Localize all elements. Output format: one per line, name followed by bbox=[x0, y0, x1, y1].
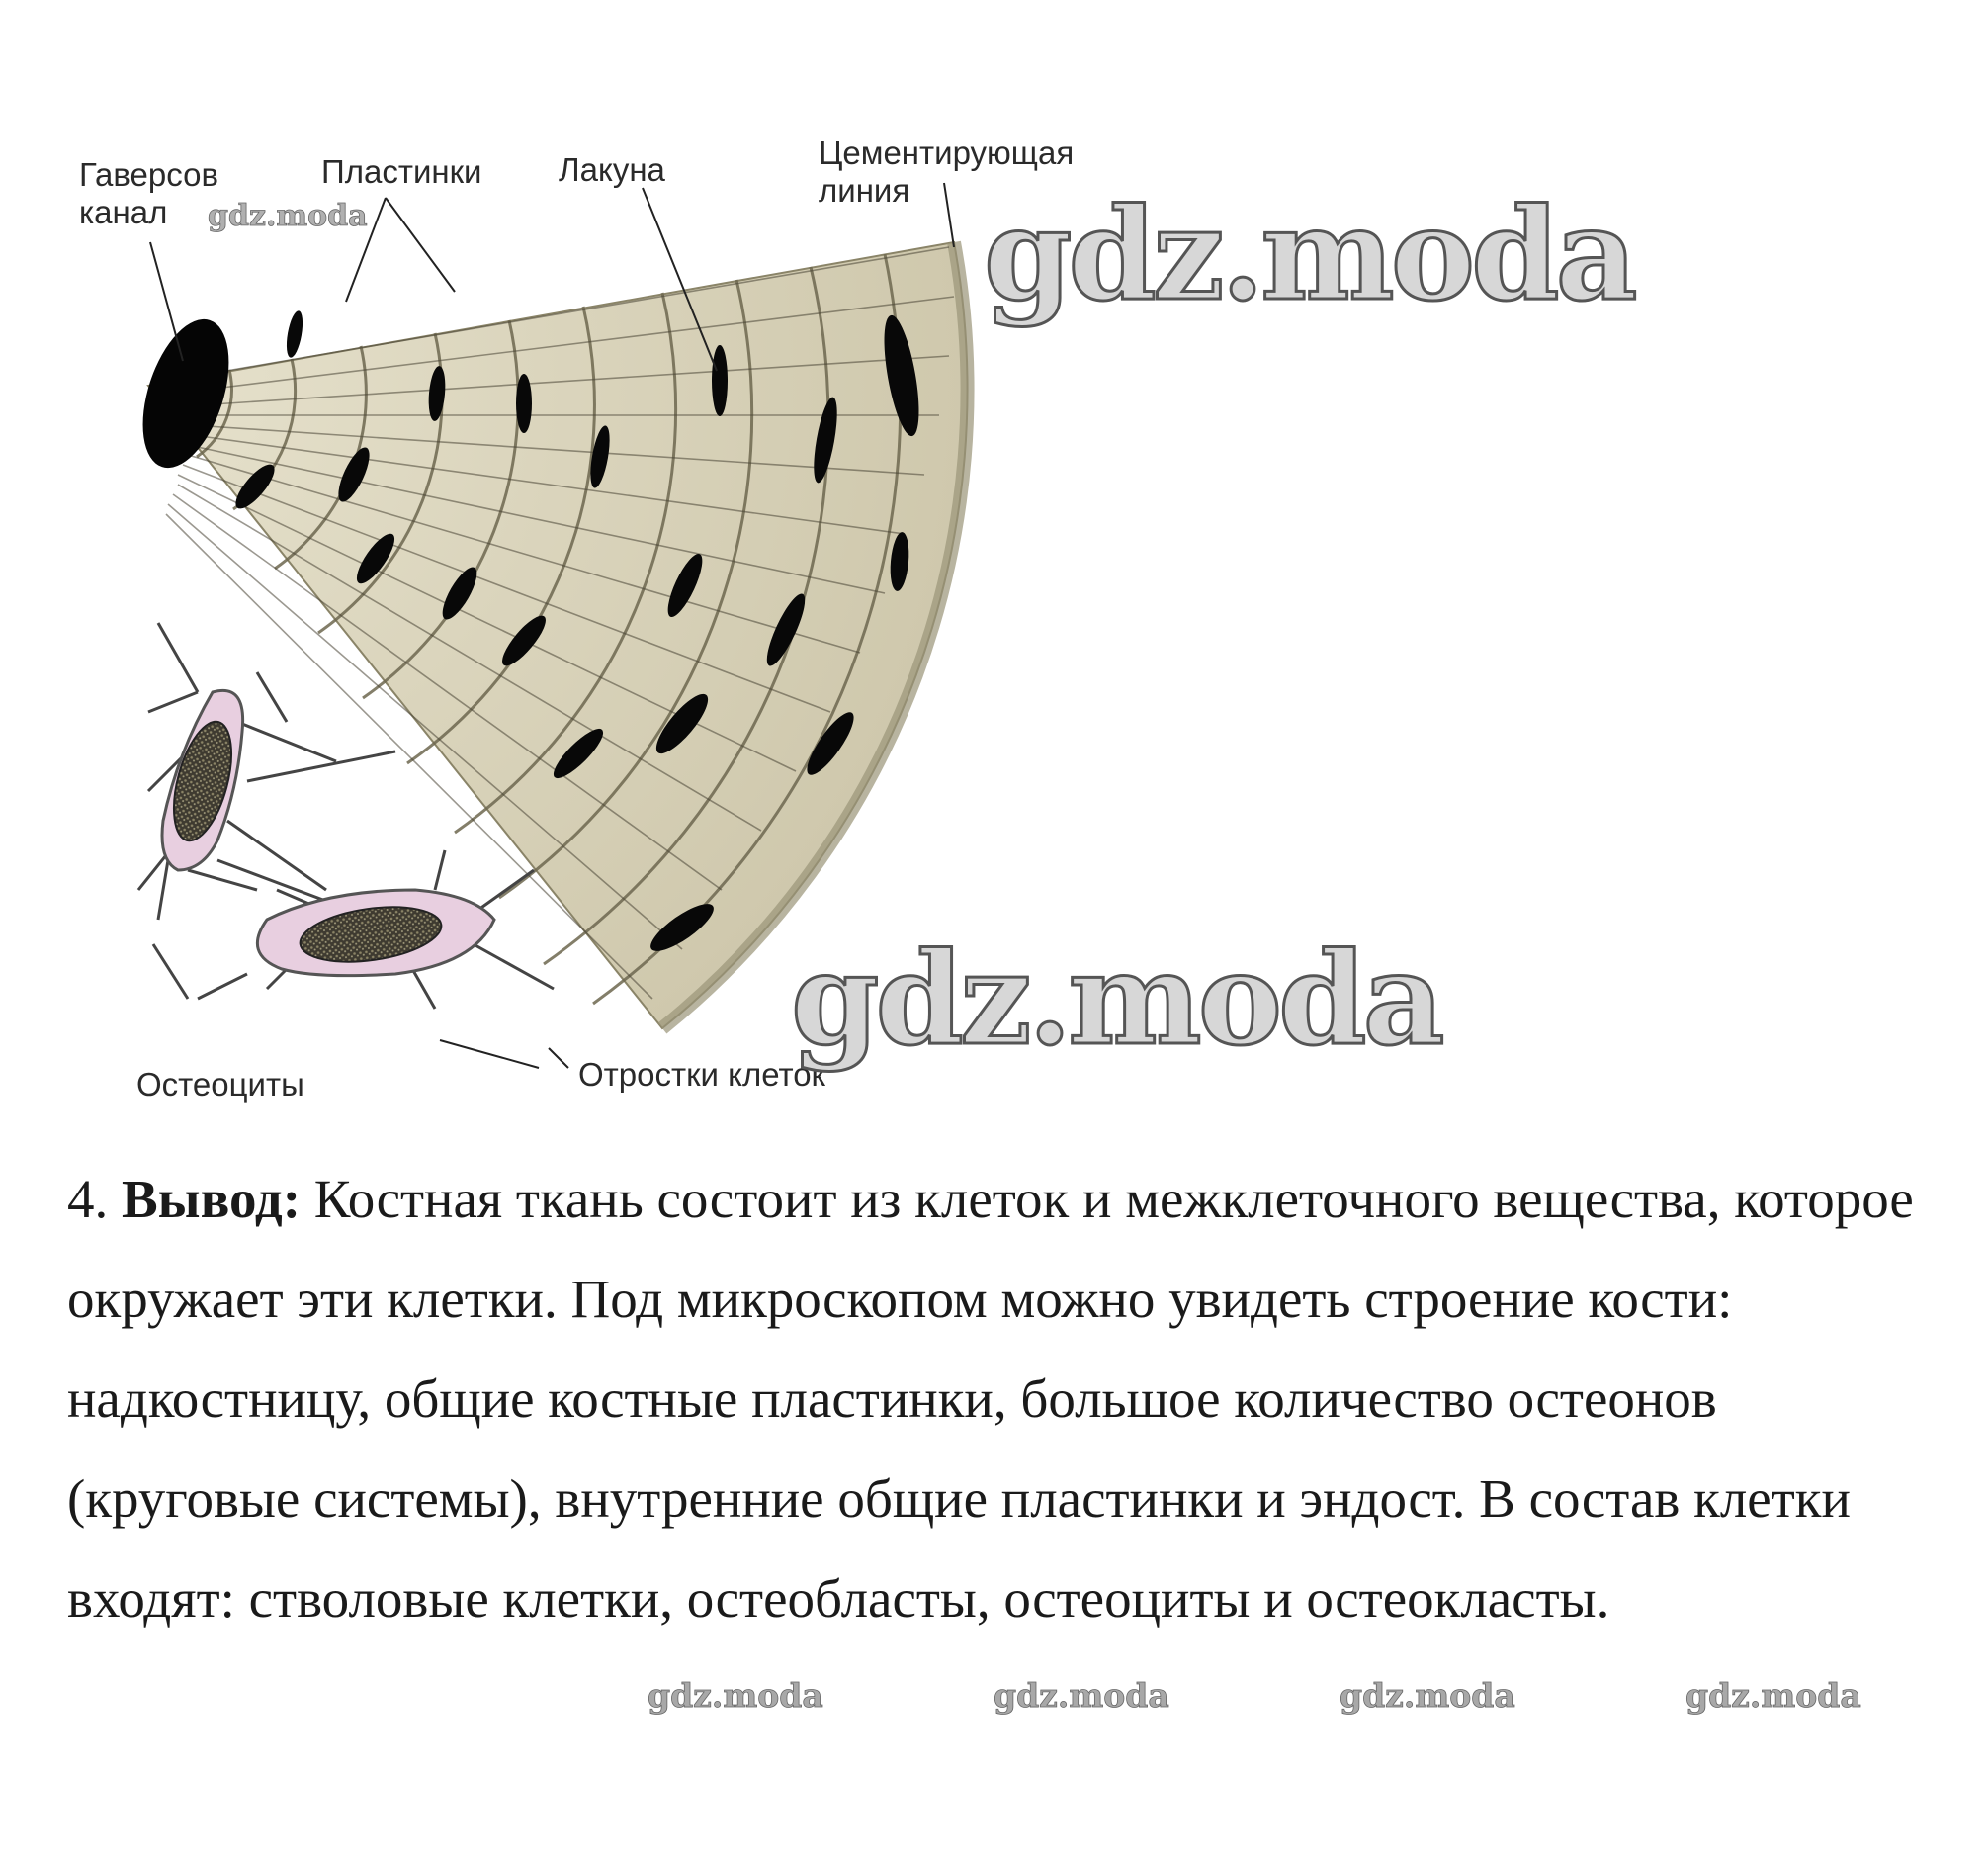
label-lamellae: Пластинки bbox=[321, 153, 482, 190]
watermark-small-1: gdz.moda bbox=[648, 1676, 823, 1715]
watermark-large-top: gdz.moda bbox=[984, 181, 1634, 329]
watermark-small-3: gdz.moda bbox=[1340, 1676, 1515, 1715]
conclusion-paragraph bbox=[67, 1149, 1945, 1648]
label-cement-line-line1: Цементирующая bbox=[819, 134, 1075, 171]
conclusion-number: 4. bbox=[67, 1169, 109, 1229]
watermark-small-top: gdz.moda bbox=[208, 199, 368, 233]
watermark-large-middle: gdz.moda bbox=[791, 926, 1441, 1074]
conclusion-text: Костная ткань состоит из клеток и межклеточного вещества, которое окружает эти клетки. Под микроскопом можно увидеть строение кости: надкостницу, общие костные пластинки, большое количество остеонов (круговые системы), внутренние общие пластинки и эндост. В состав клетки входят: стволовые клетки, остеобласты, остеоциты и остеокласты. bbox=[67, 1169, 1914, 1629]
osteon-sector bbox=[127, 242, 968, 1028]
label-lacuna: Лакуна bbox=[559, 151, 665, 188]
label-cell-processes: Отростки клеток bbox=[578, 1056, 825, 1093]
watermark-small-2: gdz.moda bbox=[994, 1676, 1169, 1715]
label-haversian-canal-line2: канал bbox=[79, 194, 168, 230]
label-osteocytes: Остеоциты bbox=[136, 1066, 304, 1103]
label-cement-line-line2: линия bbox=[819, 172, 910, 209]
label-haversian-canal-line1: Гаверсов bbox=[79, 156, 218, 193]
watermark-small-4: gdz.moda bbox=[1685, 1676, 1861, 1715]
conclusion-heading: Вывод: bbox=[122, 1169, 302, 1229]
